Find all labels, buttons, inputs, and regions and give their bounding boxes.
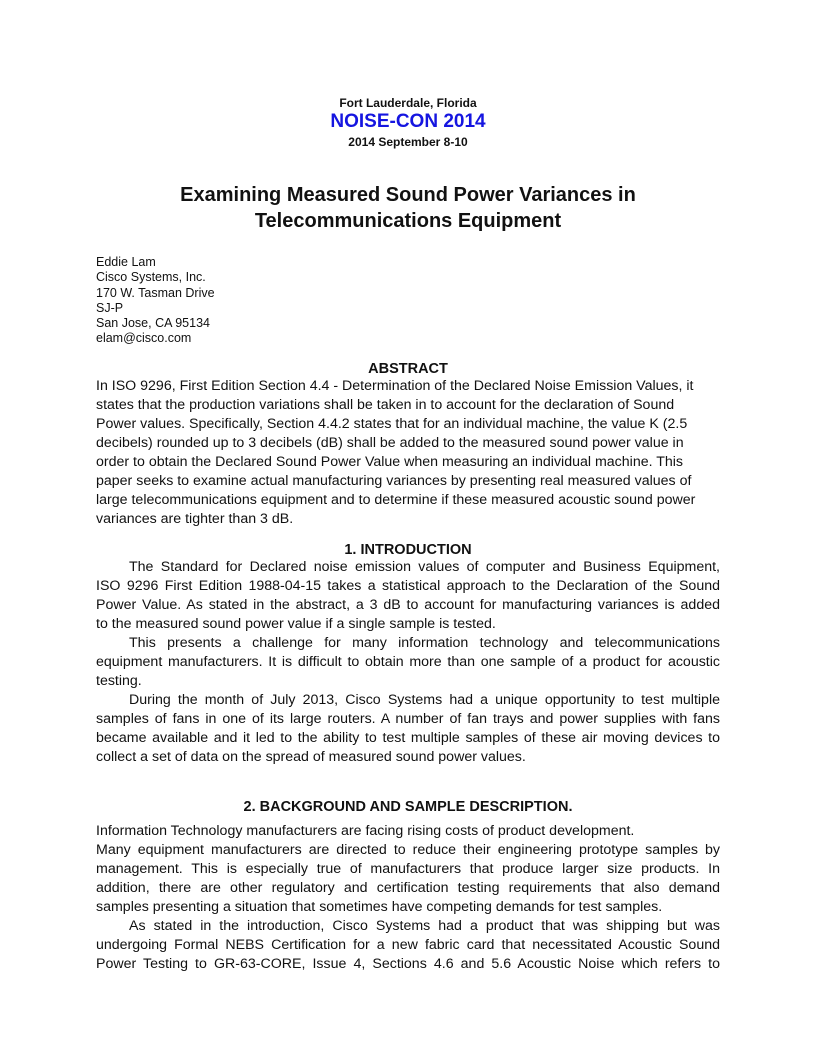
abstract-body [96, 377, 720, 529]
intro-line: equipment manufacturers. It is difficult to obtain more than one sample of a product for acoustic [96, 654, 720, 670]
background-heading: 2. BACKGROUND AND SAMPLE DESCRIPTION. [243, 799, 573, 815]
abstract-line: states that the production variations shall be taken in to account for the declaration of Sound [96, 397, 675, 413]
author-street: 170 W. Tasman Drive [96, 285, 215, 300]
background-line: As stated in the introduction, Cisco Systems had a product that was shipping but was [129, 918, 720, 934]
author-affiliation: Cisco Systems, Inc. [96, 270, 206, 285]
author-block [96, 255, 215, 347]
intro-line: ISO 9296 First Edition 1988-04-15 takes a statistical approach to the Declaration of the Sound [96, 578, 720, 594]
abstract-heading: ABSTRACT [368, 361, 448, 377]
abstract-line: In ISO 9296, First Edition Section 4.4 - Determination of the Declared Noise Emission Values, it [96, 378, 694, 394]
abstract-line: variances are tighter than 3 dB. [96, 511, 294, 527]
intro-line: testing. [96, 673, 142, 689]
intro-line: became available and it led to the ability to test multiple samples of these air moving devices to [96, 730, 720, 746]
abstract-line: Power values. Specifically, Section 4.4.2 states that for an individual machine, the value K (2.5 [96, 416, 688, 432]
author-city: San Jose, CA 95134 [96, 316, 210, 331]
background-line: Many equipment manufacturers are directed to reduce their engineering prototype samples by [96, 842, 720, 858]
intro-line: The Standard for Declared noise emission values of computer and Business Equipment, [129, 559, 720, 575]
background-body [96, 822, 720, 974]
intro-line: collect a set of data on the spread of measured sound power values. [96, 749, 526, 765]
paper-title-line-1: Examining Measured Sound Power Variances in [180, 184, 636, 206]
abstract-line: paper seeks to examine actual manufacturing variances by presenting real measured values of [96, 473, 692, 489]
author-email: elam@cisco.com [96, 331, 192, 346]
background-line: Power Testing to GR-63-CORE, Issue 4, Sections 4.6 and 5.6 Acoustic Noise which refers to [96, 956, 720, 972]
background-line: Information Technology manufacturers are facing rising costs of product development. [96, 823, 635, 839]
conference-date: 2014 September 8-10 [348, 135, 468, 149]
background-line: addition, there are other regulatory and certification testing requirements that also demand [96, 880, 720, 896]
intro-body [96, 558, 720, 767]
author-building: SJ-P [96, 300, 124, 315]
intro-line: samples of fans in one of its large routers. A number of fan trays and power supplies with fans [96, 711, 720, 727]
intro-heading: 1. INTRODUCTION [344, 542, 472, 558]
intro-line: Power Value. As stated in the abstract, a 3 dB to account for manufacturing variances is added [96, 597, 720, 613]
abstract-line: order to obtain the Declared Sound Power Value when measuring an individual machine. This [96, 454, 684, 470]
conference-name: NOISE-CON 2014 [330, 111, 486, 132]
abstract-line: large telecommunications equipment and to determine if these measured acoustic sound power [96, 492, 696, 508]
intro-line: This presents a challenge for many information technology and telecommunications [129, 635, 720, 651]
intro-line: During the month of July 2013, Cisco Systems had a unique opportunity to test multiple [129, 692, 720, 708]
author-name: Eddie Lam [96, 255, 156, 269]
background-line: samples presenting a situation that sometimes have competing demands for test samples. [96, 899, 663, 915]
conference-location: Fort Lauderdale, Florida [339, 96, 477, 110]
intro-line: to the measured sound power value if a single sample is tested. [96, 616, 496, 632]
background-line: management. This is especially true of manufacturers that produce larger size products. In [96, 861, 720, 877]
abstract-line: decibels) rounded up to 3 decibels (dB) shall be added to the measured sound power value in [96, 435, 684, 451]
paper-title-line-2: Telecommunications Equipment [254, 210, 562, 232]
background-line: undergoing Formal NEBS Certification for a new fabric card that necessitated Acoustic Sound [96, 937, 720, 953]
